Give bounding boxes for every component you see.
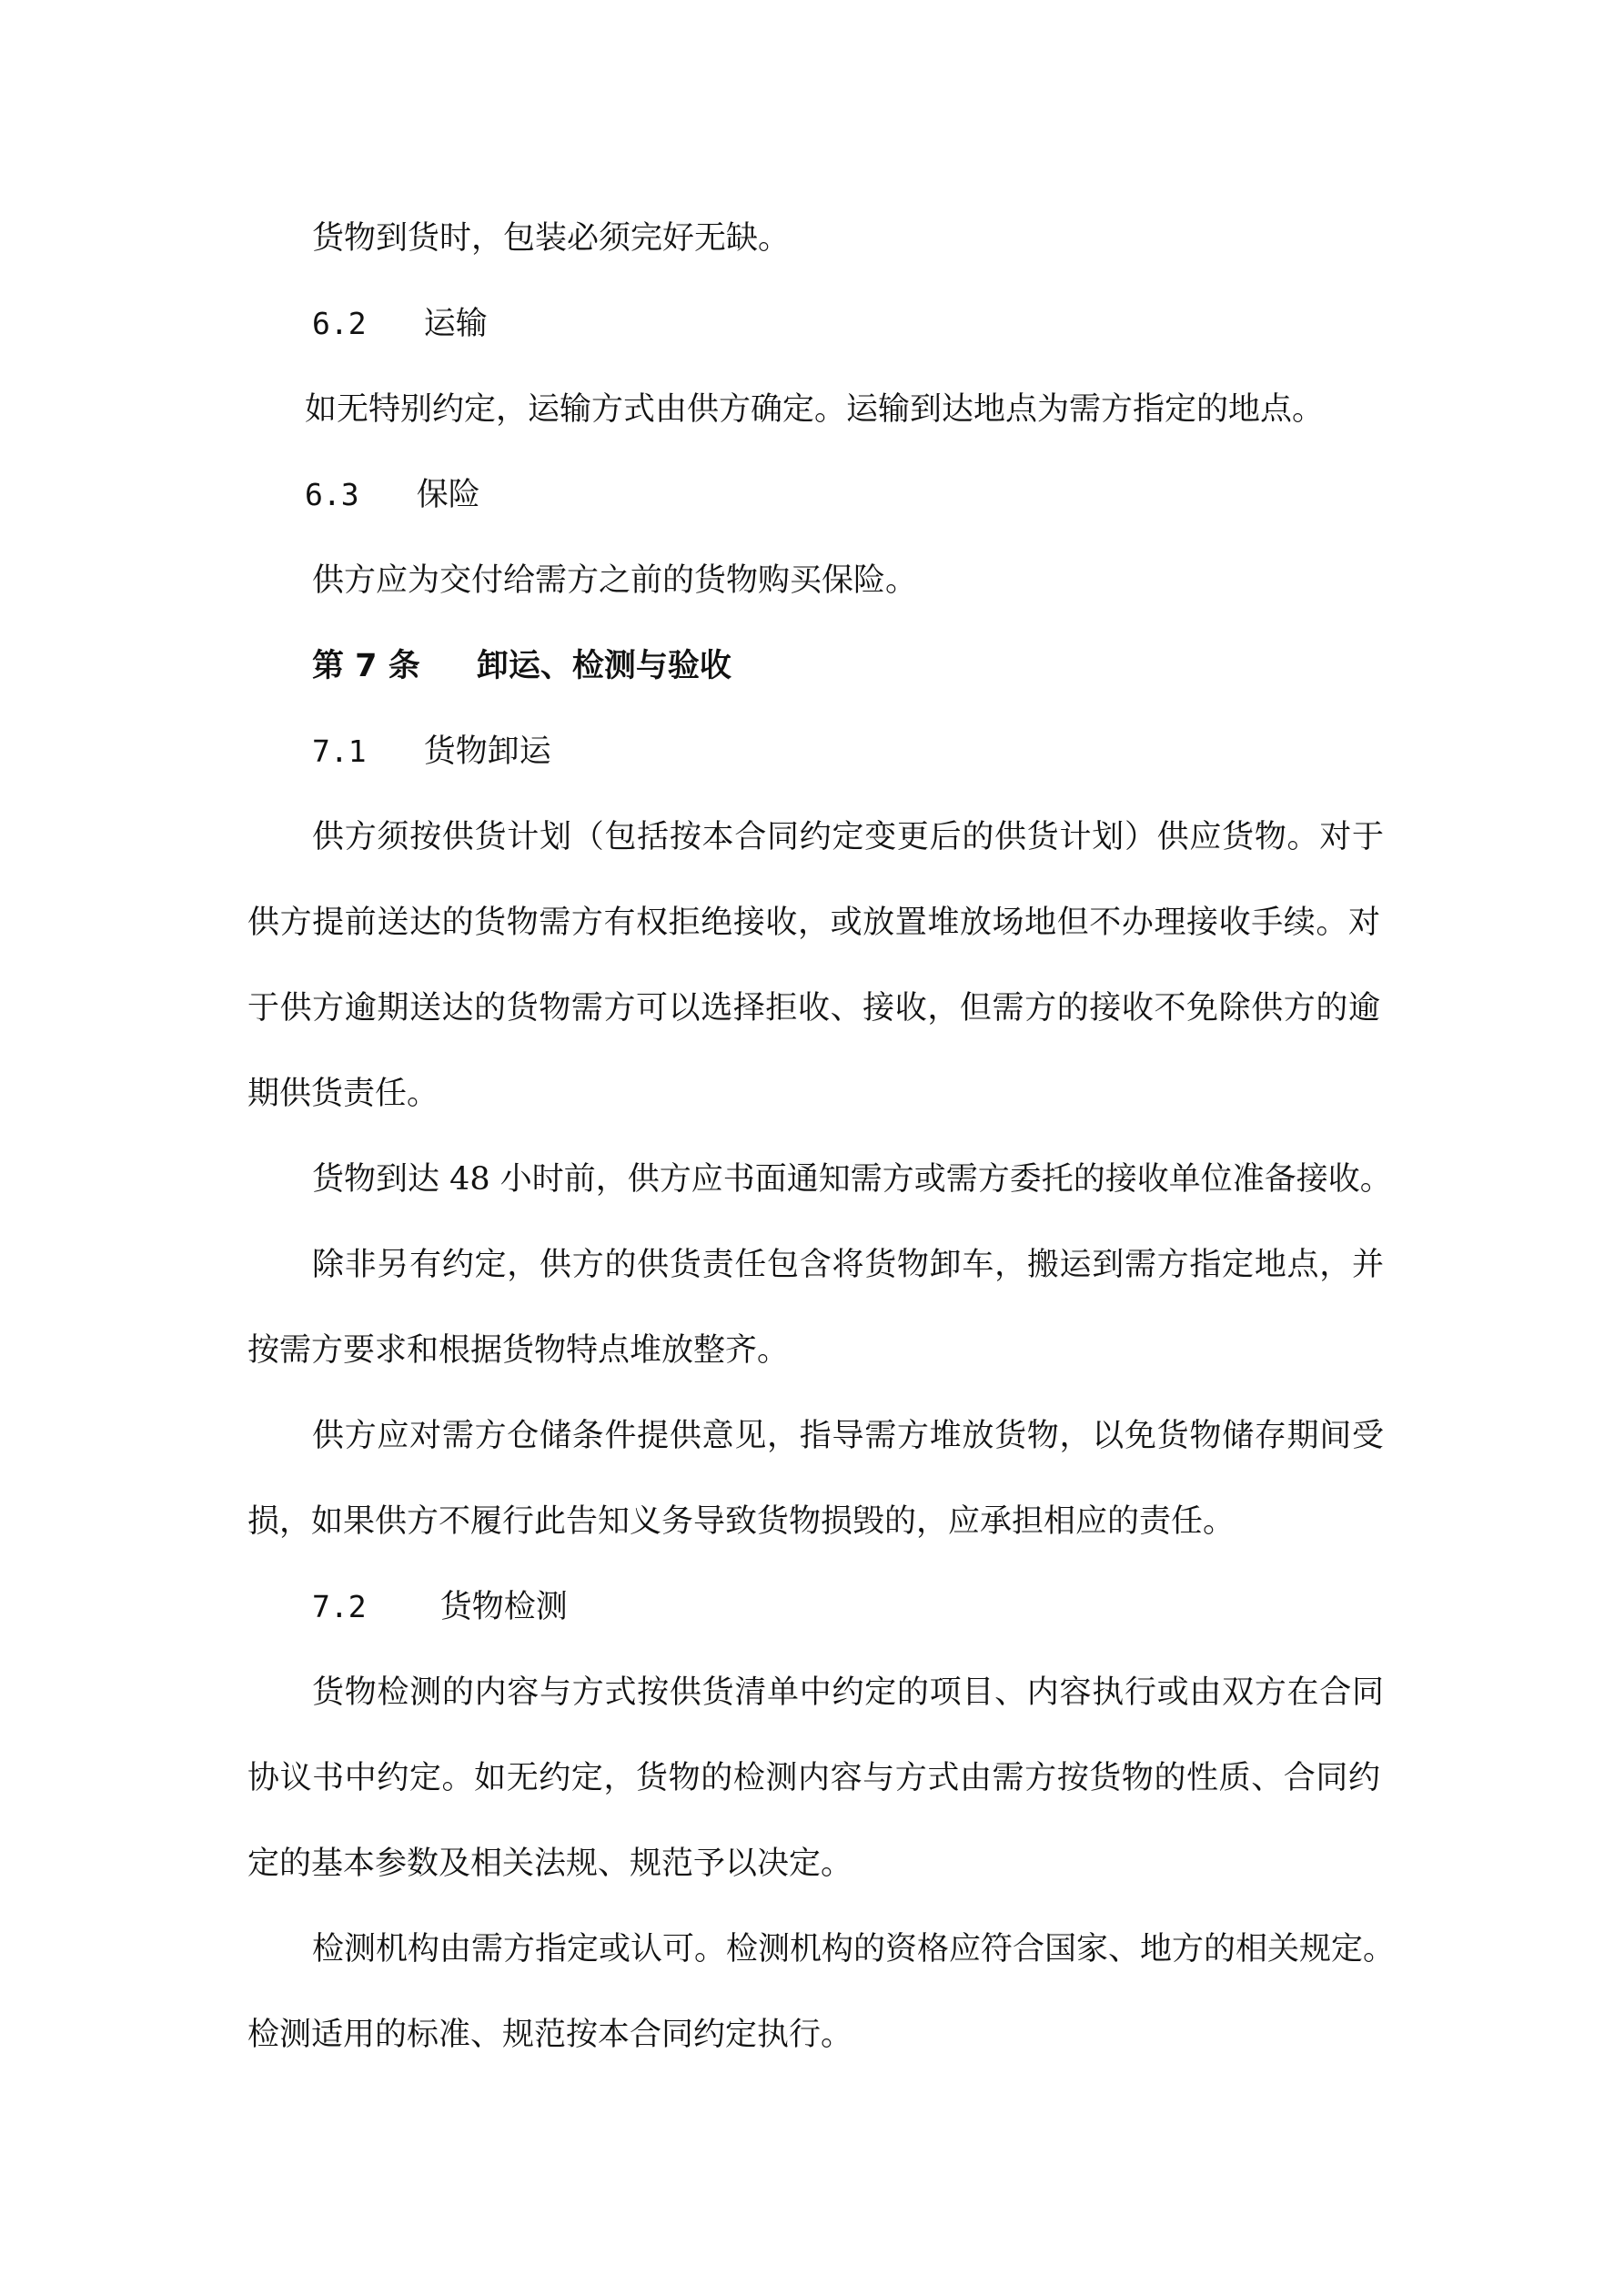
section-number: 6.3 <box>305 477 359 512</box>
article-heading-7 <box>312 645 731 687</box>
paragraph-line: 检测适用的标准、规范按本合同约定执行。 <box>247 2017 853 2053</box>
paragraph-line: 定的基本参数及相关法规、规范予以决定。 <box>247 1846 853 1882</box>
section-heading-6-3 <box>305 474 480 516</box>
paragraph-line: 供方应为交付给需方之前的货物购买保险。 <box>312 562 918 599</box>
paragraph-line: 于供方逾期送达的货物需方可以选择拒收、接收，但需方的接收不免除供方的逾 <box>247 990 1380 1027</box>
paragraph-line: 货物到货时，包装必须完好无缺。 <box>312 220 791 257</box>
section-title: 货物检测 <box>439 1589 568 1625</box>
paragraph-line: 期供货责任。 <box>247 1076 439 1112</box>
paragraph-line: 供方提前送达的货物需方有权拒绝接收，或放置堆放场地但不办理接收手续。对 <box>247 905 1380 941</box>
paragraph-line: 供方须按供货计划（包括按本合同约定变更后的供货计划）供应货物。对于 <box>312 819 1384 855</box>
paragraph-line: 如无特别约定，运输方式由供方确定。运输到达地点为需方指定的地点。 <box>305 391 1325 428</box>
section-title: 保险 <box>416 477 480 513</box>
paragraph-line: 货物到达 48 小时前，供方应书面通知需方或需方委托的接收单位准备接收。 <box>312 1161 1392 1198</box>
paragraph-line: 协议书中约定。如无约定，货物的检测内容与方式由需方按货物的性质、合同约 <box>247 1760 1380 1796</box>
article-number: 第 7 条 <box>312 648 420 684</box>
section-heading-7-1 <box>312 731 551 773</box>
paragraph-line: 检测机构由需方指定或认可。检测机构的资格应符合国家、地方的相关规定。 <box>312 1931 1396 1967</box>
section-heading-7-2 <box>312 1586 568 1628</box>
paragraph-line: 损，如果供方不履行此告知义务导致货物损毁的，应承担相应的责任。 <box>247 1503 1236 1540</box>
section-number: 7.1 <box>312 733 367 769</box>
paragraph-line: 货物检测的内容与方式按供货清单中约定的项目、内容执行或由双方在合同 <box>312 1674 1384 1711</box>
section-heading-6-2 <box>312 303 488 345</box>
section-title: 运输 <box>423 306 488 342</box>
article-title: 卸运、检测与验收 <box>476 648 731 684</box>
section-number: 6.2 <box>312 306 367 341</box>
paragraph-line: 按需方要求和根据货物特点堆放整齐。 <box>247 1332 790 1369</box>
section-title: 货物卸运 <box>423 733 551 770</box>
paragraph-line: 供方应对需方仓储条件提供意见，指导需方堆放货物，以免货物储存期间受 <box>312 1418 1384 1454</box>
paragraph-line: 除非另有约定，供方的供货责任包含将货物卸车，搬运到需方指定地点，并 <box>312 1247 1384 1283</box>
section-number: 7.2 <box>312 1589 367 1624</box>
